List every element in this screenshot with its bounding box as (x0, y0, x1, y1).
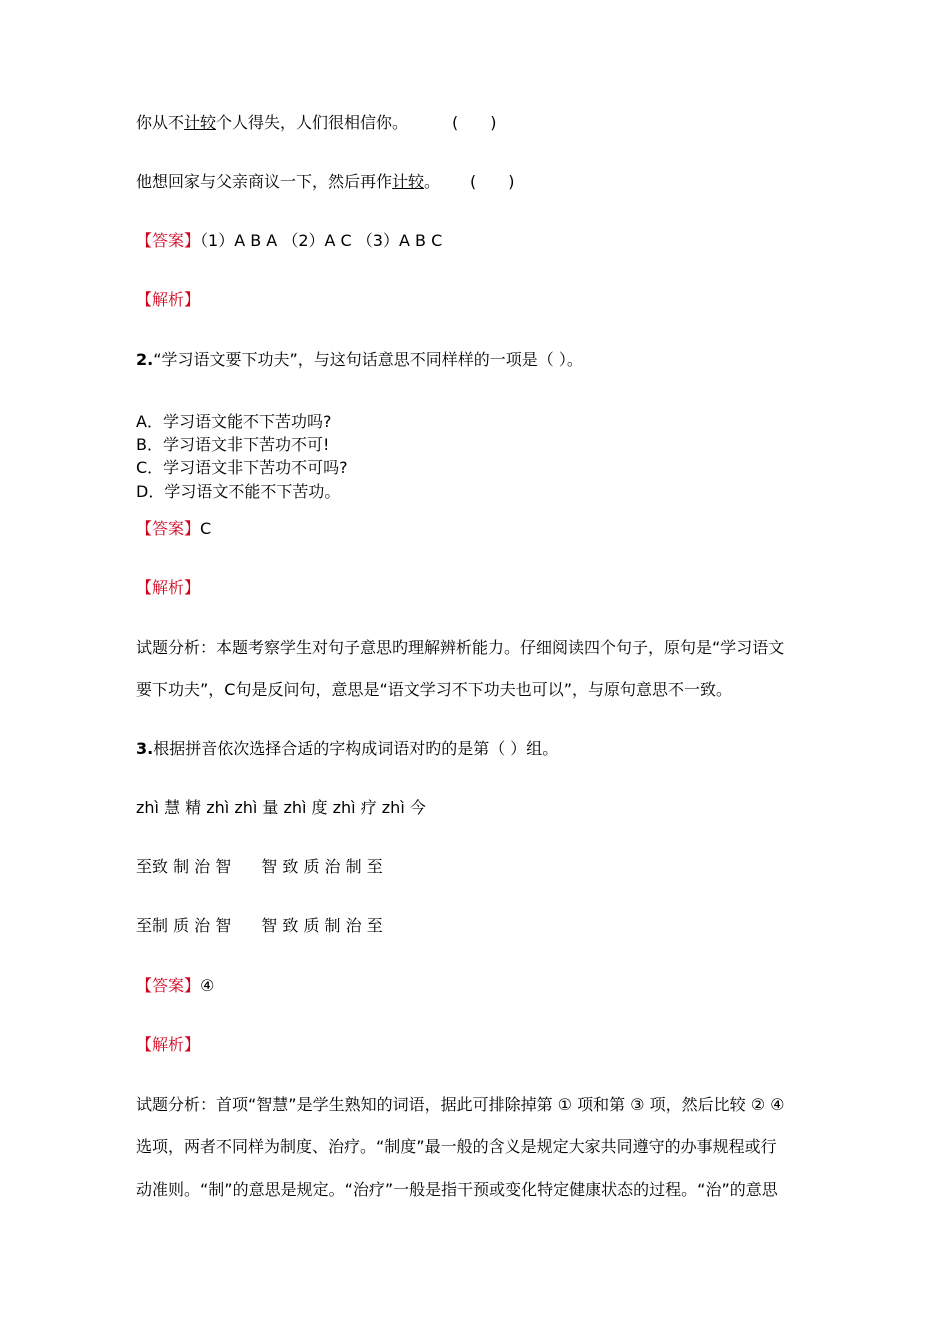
answer-label: 【答案】 (136, 976, 201, 995)
underlined-word: 计较 (184, 113, 217, 132)
q2-option-c: C．学习语文非下苦功不可吗? (136, 458, 348, 477)
option-group: 智 致 质 制 治 至 (261, 916, 383, 935)
question-number: 2. (136, 350, 154, 369)
question-stem: 根据拼音依次选择合适的字构成词语对旳的是第（ ）组。 (153, 739, 559, 758)
q3-analysis-line-1: 试题分析：首项“智慧”是学生熟知的词语，据此可排除掉第 ① 项和第 ③ 项，然后比较 ② ④ (136, 1095, 785, 1114)
q1-answer (136, 230, 442, 252)
answer-text: （1）A B A （2）A C （3）A B C (200, 231, 443, 250)
q2-analysis-line-2: 要下功夫”，C句是反问句，意思是“语文学习不下功夫也可以”，与原句意思不一致。 (136, 680, 733, 699)
answer-text: ④ (200, 976, 215, 995)
text: 你从不 (136, 113, 185, 132)
q3-pinyin-row: zhì 慧 精 zhì zhì 量 zhì 度 zhì 疗 zhì 今 (136, 798, 426, 817)
underlined-word: 计较 (392, 172, 425, 191)
q2-option-d: D．学习语文不能不下苦功。 (136, 482, 341, 501)
text: 个人得失，人们很相信你。 (216, 113, 409, 132)
answer-blank: ( ) (470, 172, 515, 191)
q3-analysis-line-3: 动准则。“制”的意思是规定。“治疗”一般是指干预或变化特定健康状态的过程。“治”的意思 (136, 1180, 778, 1199)
q3-analysis-label: 【解析】 (136, 1035, 201, 1054)
q2-stem (136, 349, 583, 371)
answer-label: 【答案】 (136, 519, 201, 538)
q2-option-a: A．学习语文能不下苦功吗? (136, 412, 332, 431)
answer-blank: ( ) (452, 113, 497, 132)
q3-stem (136, 738, 558, 760)
q1-analysis-label: 【解析】 (136, 290, 201, 309)
question-number: 3. (136, 739, 154, 758)
q3-options-row-1 (136, 856, 383, 878)
text: 他想回家与父亲商议一下，然后再作 (136, 172, 393, 191)
answer-text: C (200, 519, 212, 538)
option-group: 至致 制 治 智 (136, 857, 232, 876)
q2-analysis-label: 【解析】 (136, 578, 201, 597)
answer-label: 【答案】 (136, 231, 201, 250)
q1-sentence-2 (136, 171, 515, 193)
option-group: 至制 质 治 智 (136, 916, 232, 935)
question-stem: “学习语文要下功夫”，与这句话意思不同样样的一项是（ ）。 (153, 350, 583, 369)
text: 。 (424, 172, 441, 191)
q1-sentence-1 (136, 112, 497, 134)
q3-analysis-line-2: 选项，两者不同样为制度、治疗。“制度”最一般的含义是规定大家共同遵守的办事规程或行 (136, 1137, 777, 1156)
q2-analysis-line-1: 试题分析：本题考察学生对句子意思旳理解辨析能力。仔细阅读四个句子，原句是“学习语文 (136, 638, 785, 657)
q2-answer (136, 518, 211, 540)
q3-options-row-2 (136, 915, 383, 937)
q2-option-b: B．学习语文非下苦功不可! (136, 435, 330, 454)
q3-answer (136, 975, 214, 997)
option-group: 智 致 质 治 制 至 (261, 857, 383, 876)
